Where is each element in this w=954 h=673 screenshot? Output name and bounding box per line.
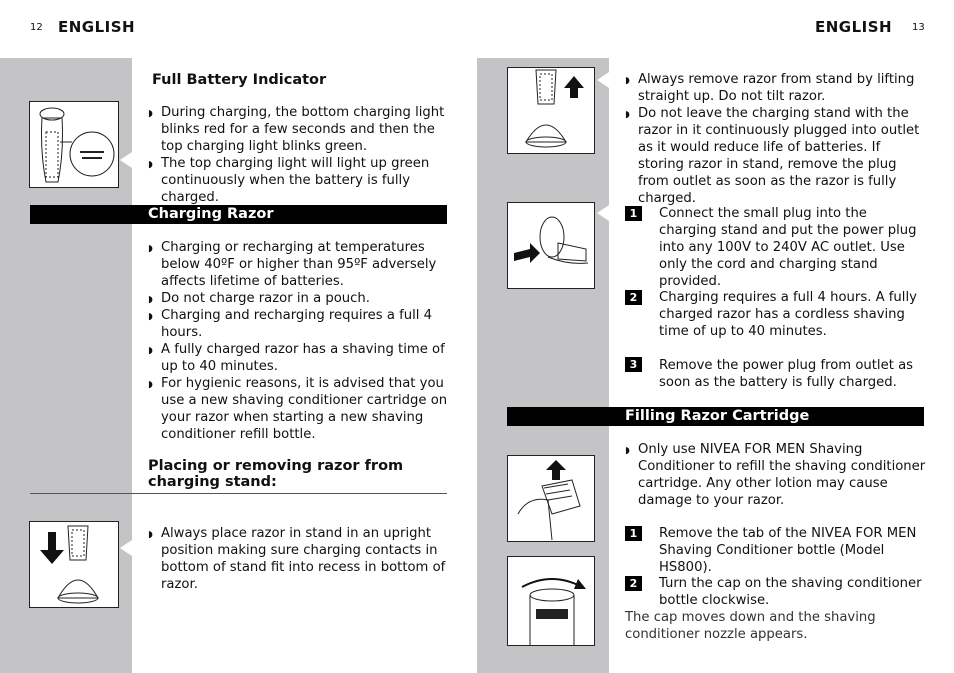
turn-cap-illustration [507,556,595,646]
pointer-triangle [597,72,609,88]
bullet-item: ◗ Charging and recharging requires a full 4 hours. [148,308,433,340]
bullet-icon: ◗ [148,380,153,390]
bullet-icon: ◗ [148,244,153,254]
bullet-item: ◗ For hygienic reasons, it is advised that you use a new shaving conditioner cartridge on your razor when starting a new shaving conditioner refill bottle. [148,376,448,442]
bullet-icon: ◗ [625,76,630,86]
bullet-item: ◗ Always place razor in stand in an upright position making sure charging contacts in bottom of stand fit into recess in bottom of razor. [148,526,446,592]
step-number: 2 [625,290,642,305]
bullet-item: ◗ During charging, the bottom charging light blinks red for a few seconds and then the top charging light blinks green. [148,105,445,154]
section-divider [30,493,447,494]
page-header-left: ENGLISH [58,18,136,36]
step-text: Charging requires a full 4 hours. A fully charged razor has a cordless shaving time of up to 40 minutes. [659,290,917,339]
step-number: 3 [625,357,642,372]
bullet-item: ◗ A fully charged razor has a shaving time of up to 40 minutes. [148,342,445,374]
bullet-icon: ◗ [148,295,153,305]
section-title-full-battery: Full Battery Indicator [152,72,327,88]
placing-bullets [148,525,448,593]
bullet-item: ◗ Always remove razor from stand by lifting straight up. Do not tilt razor. [625,72,915,104]
bullet-item: ◗ The top charging light will light up green continuously when the battery is fully charged. [148,156,430,205]
filling-note: The cap moves down and the shaving conditioner nozzle appears. [625,610,876,642]
right-top-bullets [625,71,927,207]
shaver-place-stand-illustration [29,521,119,608]
remove-tab-illustration [507,455,595,542]
shaver-indicator-illustration [29,101,119,188]
section-band-filling: Filling Razor Cartridge [507,407,924,426]
section-band-charging-razor: Charging Razor [30,205,447,224]
pointer-triangle [120,152,132,168]
bullet-icon: ◗ [148,346,153,356]
bullet-icon: ◗ [625,110,630,120]
pointer-triangle [597,205,609,221]
bullet-item: ◗ Do not charge razor in a pouch. [148,290,451,307]
page-header-right: ENGLISH [815,18,893,36]
filling-bullets [625,441,927,509]
bullet-icon: ◗ [148,530,153,540]
step-text: Remove the power plug from outlet as soon as the battery is fully charged. [659,358,914,390]
page-number-left: 12 [30,22,43,33]
pointer-triangle [120,540,132,556]
bullet-icon: ◗ [625,446,630,456]
section-title-placing-removing: Placing or removing razor from charging stand: [148,458,404,490]
bullet-item: ◗ Charging or recharging at temperatures below 40ºF or higher than 95ºF adversely affects lifetime of batteries. [148,240,437,289]
step-text: Connect the small plug into the charging stand and put the power plug into any 100V to 240V AC outlet. Use only the cord and charging stand provided. [659,206,917,289]
shaver-lift-stand-illustration [507,67,595,154]
step-number: 1 [625,526,642,541]
bullet-icon: ◗ [148,312,153,322]
bullet-icon: ◗ [148,160,153,170]
step-number: 1 [625,206,642,221]
plug-stand-illustration [507,202,595,289]
step-text: Turn the cap on the shaving conditioner bottle clockwise. [659,576,922,608]
charging-razor-bullets [148,239,451,443]
bullet-item: ◗ Only use NIVEA FOR MEN Shaving Conditioner to refill the shaving conditioner cartridge. Any other lotion may cause damage to your razor. [625,442,926,508]
page-number-right: 13 [912,22,925,33]
bullet-item: ◗ Do not leave the charging stand with the razor in it continuously plugged into outlet as it would reduce life of batteries. If storing razor in stand, remove the plug from outlet as soon as the razor is fully charged. [625,106,920,206]
step-number: 2 [625,576,642,591]
bullet-icon: ◗ [148,109,153,119]
step-text: Remove the tab of the NIVEA FOR MEN Shaving Conditioner bottle (Model HS800). [659,526,917,575]
full-battery-bullets [148,104,448,206]
